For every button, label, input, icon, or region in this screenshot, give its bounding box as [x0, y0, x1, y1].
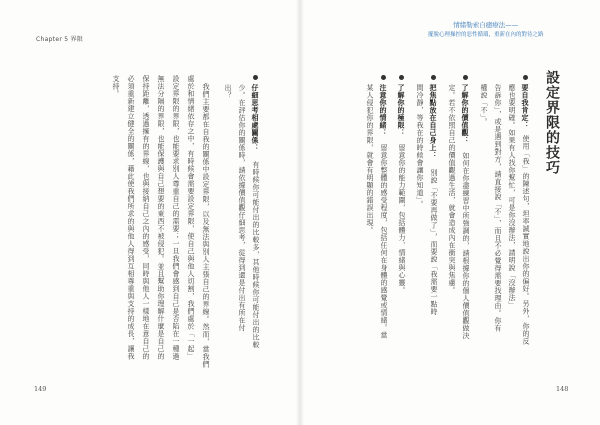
item-keyword: 要自我肯定：: [521, 84, 529, 129]
book-gutter: [296, 0, 304, 425]
paragraph-line: 保持距離，透過擁有的界線，也與接納自己之內的感受，同時與他人一樣地在意自己的: [142, 75, 150, 360]
section-title: 設定界限的技巧: [544, 70, 560, 175]
paragraph-line: 必須重新建立健全的關係，藉此使我們所求的與他人得到互相尊重與支持的成長，讓我: [127, 75, 135, 360]
item-text-line: 應也要明確。如果有人找你幫忙，可是你沒辦法，請明說「沒辦法」: [508, 84, 516, 309]
item-keyword: 把焦點放在自己身上：: [429, 84, 437, 159]
item-text-line: 定。若不依照自己的價值觀過生活，就會造成內在衝突與焦慮。: [448, 84, 456, 294]
paragraph-line: 我們主要都在自我的關係中設定界限，以及無法與別人主張自己的界線。然而，當我們: [202, 83, 210, 368]
paragraph-line: 設定界限的界限，也能要求別人尊重自己的需要；一旦我們會感到自己是否陷在一種過: [172, 75, 180, 360]
paragraph-line: 支持。: [112, 75, 120, 98]
page-number-right: 148: [556, 385, 569, 393]
bullet-icon: [523, 75, 528, 80]
paragraph-line: 無法分隔的界限，也能保護與自己想要的東西不被侵犯。並且幫助你理解什麼是自己的: [157, 75, 165, 360]
item-text-line: 告訴你」，或是遇到對方，請直接說「不」，而且不必覺得需要找理由。你有: [494, 84, 502, 332]
item-text-line: 有時候你可能付出的比較多，其他時候你可能付出的比較: [252, 160, 260, 348]
item-keyword: 仔細思考相處關係：: [251, 84, 259, 152]
bullet-icon: [253, 75, 258, 80]
bullet-icon: [431, 75, 436, 80]
book-subtitle: 擺脫心理操控的惡性循環，重新在內的對待之路: [428, 32, 544, 38]
item-text-line: 某人侵犯你的界限，就會有明顯的錯誤出現。: [366, 84, 374, 234]
book-running-head: [428, 20, 544, 40]
item-keyword: 注意你的情緒：: [379, 84, 387, 137]
item-keyword: 了解你的極限：: [397, 84, 405, 137]
item-text-line: 如何在你盡練習中所強調的，請根據你的個人價值觀做決: [462, 152, 470, 340]
item-keyword: 了解你的價值觀：: [461, 84, 469, 144]
item-text-line: 留意你整體的感受程度，包括任何在身體的感覺或情緒。當: [380, 143, 388, 339]
page-number-left: 149: [34, 385, 47, 393]
item-text-line: 留意你的能力範圍，包括體力、情緒與心靈。: [398, 143, 406, 294]
bullet-icon: [463, 75, 468, 80]
paragraph-line: 處於和情緒依存之中，有時候會需要設定界限，使自己與他人切割，我們處於「一起」: [187, 75, 195, 360]
item-text-line: 間冷靜，等我在的時候會讓你知道」。: [416, 84, 424, 208]
chapter-running-head: Chapter 5 界限: [36, 36, 84, 43]
item-text-line: 使用「我」的陳述句，坦率誠實地說出你的偏好。另外，你的反: [522, 135, 530, 345]
book-title: 情緒勒索自癒療法——: [453, 21, 519, 29]
item-text-line: 出？: [224, 84, 232, 99]
bullet-icon: [381, 75, 386, 80]
bullet-icon: [399, 75, 404, 80]
item-text-line: 別說「不要再做了」，而要說「我需要一點時: [430, 169, 438, 316]
item-text-line: 權說「不」。: [480, 84, 488, 126]
item-text-line: 少。在評估你的關係時，請依據價值觀仔細思考，從得到還是付出有所在付: [238, 84, 246, 332]
